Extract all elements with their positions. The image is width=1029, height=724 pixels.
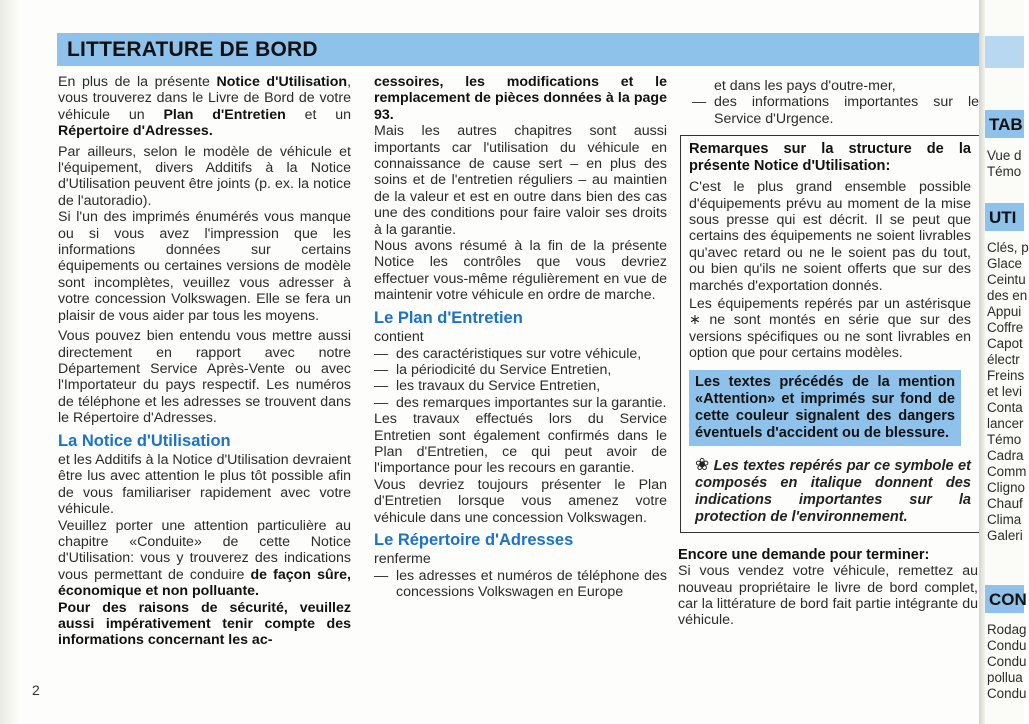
right-line: Conta <box>987 400 1023 415</box>
right-line: Coffre <box>987 320 1024 335</box>
repertoire-intro: renferme <box>374 551 431 568</box>
right-line: Glace <box>987 256 1022 271</box>
right-line: Condu <box>987 686 1027 701</box>
right-line: Ceintu <box>987 272 1026 287</box>
right-line: lancer <box>987 416 1024 431</box>
right-line: et levi <box>987 384 1022 399</box>
text-column-1 <box>58 74 351 653</box>
final-request <box>678 547 978 629</box>
text-column-3 <box>678 78 979 633</box>
right-section-bar-tab: TAB <box>985 110 1024 138</box>
page-number: 2 <box>32 682 40 698</box>
right-line: Témo <box>987 432 1022 447</box>
right-line: Appui <box>987 304 1022 319</box>
continuation-list <box>692 94 979 127</box>
list-item: — des caractéristiques sur votre véhicule, <box>374 346 667 362</box>
final-title: Encore une demande pour terminer: <box>678 546 930 563</box>
safety-paragraph: Pour des raisons de sécurité, veuillez aussi impérativement tenir compte des informations concernant les ac- <box>58 599 351 649</box>
service-contact-paragraph: Vous pouvez bien entendu vous mettre aussi directement en rapport avec notre Département Service Après-Vente ou avec l'Importateur du pays respectif. Les numéros de téléphone et les adresses se trouvent dans le Répertoire d'Adresses. <box>58 328 351 427</box>
right-line: Cadra <box>987 448 1024 463</box>
right-line: Cligno <box>987 480 1025 495</box>
right-line: Clima <box>987 512 1022 527</box>
missing-docs-paragraph: Si l'un des imprimés énumérés vous manque ou si vous avez l'impression que les informations données sur certains équipements ou certaines versions de modèle sont incomplètes, veuillez vous adresser à votre concession Volkswagen. Elle se fera un plaisir de vous aider par tous les moyens. <box>58 209 351 324</box>
conduite-paragraph: Veuillez porter une attention particulière au chapitre «Conduite» de cette Notice d'Utilisation: vous y trouverez des indications vous permettant de conduire de façon sûre, économique et non polluante. <box>58 517 351 600</box>
remarks-paragraph: C'est le plus grand ensemble possible d'équipements prévu au moment de la mise sous presse qui est décrit. Il se peut que certains des équipements ne soient livrables qu'avec retard ou ne le soient pas du tout, ou bien qu'ils ne soient offerts que sur des marchés d'exportation donnés. <box>689 179 971 294</box>
right-line: pollua <box>987 670 1023 685</box>
repertoire-list <box>374 568 667 601</box>
plan-list <box>374 346 667 412</box>
remarks-title: Remarques sur la structure de la présente Notice d'Utilisation: <box>689 141 971 175</box>
list-item: — les travaux du Service Entretien, <box>374 378 667 394</box>
environment-note: ❀ Les textes repérés par ce symbole et composés en italique donnent des indications importantes sur la protection de l'environnement. <box>695 454 971 525</box>
section-title: LITTERATURE DE BORD <box>67 38 318 61</box>
final-text: Si vous vendez votre véhicule, remettez au nouveau propriétaire le livre de bord complet, car la littérature de bord fait partie intégrante du véhicule. <box>678 563 978 629</box>
chapters-paragraph: Mais les autres chapitres sont aussi importants car l'utilisation du véhicule en connaissance de cause sert – en plus des soins et de l'entretien réguliers – au maintien de la valeur et est en outre dans bien des cas une des conditions pour faire valoir ses droits à la garantie. <box>374 123 667 238</box>
summary-paragraph: Nous avons résumé à la fin de la présente Notice les contrôles que vous devriez effectuer vous-même régulièrement en vue de maintenir votre véhicule en ordre de marche. <box>374 238 667 304</box>
notice-heading: La Notice d'Utilisation <box>58 431 231 450</box>
text-column-2 <box>374 74 667 601</box>
remarks-body <box>689 179 971 361</box>
right-section-bar-uti: UTI <box>985 203 1024 231</box>
list-item: — des remarques importantes sur la garantie. <box>374 395 667 411</box>
accessories-paragraph: cessoires, les modifications et le remplacement de pièces données à la page 93. <box>374 74 667 123</box>
attention-note: Les textes précédés de la mention «Attention» et imprimés sur fond de cette couleur signalent des dangers éventuels d'accident ou de blessure. <box>689 370 961 446</box>
plan-heading: Le Plan d'Entretien <box>374 308 523 327</box>
structure-remarks-box <box>680 135 980 532</box>
right-line: électr <box>987 352 1020 367</box>
flower-icon: ❀ <box>695 454 710 474</box>
additifs-paragraph: Par ailleurs, selon le modèle de véhicule et l'équipement, divers Additifs à la Notice d'Utilisation peuvent être joints (p. ex. la notice de l'autoradio). <box>58 143 351 209</box>
notice-paragraph: et les Additifs à la Notice d'Utilisation devraient être lus avec attention le plus tôt possible afin de vous familiariser rapidement avec votre véhicule. <box>58 451 351 518</box>
right-page-fragment <box>985 0 1029 724</box>
plan-present-paragraph: Vous devriez toujours présenter le Plan d'Entretien lorsque vous amenez votre véhicule dans une concession Volkswagen. <box>374 476 667 526</box>
right-line: Condu <box>987 638 1027 653</box>
right-line: Freins <box>987 368 1025 383</box>
right-header-bar <box>985 36 1024 68</box>
right-line: Capot <box>987 336 1023 351</box>
repertoire-heading: Le Répertoire d'Adresses <box>374 530 574 549</box>
right-line: Rodag <box>987 622 1027 637</box>
list-item: — la périodicité du Service Entretien, <box>374 362 667 378</box>
section-header-bar <box>57 33 982 66</box>
right-line: Comm <box>987 464 1027 479</box>
right-line: Témo <box>987 164 1022 179</box>
right-section-bar-con: CON <box>985 585 1024 613</box>
asterisk-paragraph: Les équipements repérés par un astérisque ∗ ne sont montés en série que sur des versions spécifiques ou ne sont livrables en option que pour certains modèles. <box>689 296 971 362</box>
list-item: — les adresses et numéros de téléphone des concessions Volkswagen en Europe <box>374 568 667 601</box>
right-line: Clés, p <box>987 240 1029 255</box>
list-item: — des informations importantes sur le Service d'Urgence. <box>692 94 979 127</box>
right-line: Condu <box>987 654 1027 669</box>
right-line: des en <box>987 288 1028 303</box>
continuation-text: et dans les pays d'outre-mer, <box>714 78 896 94</box>
right-line: Vue d <box>987 148 1022 163</box>
plan-confirm-paragraph: Les travaux effectués lors du Service Entretien sont également confirmés dans le Plan d'Entretien, ce qui peut avoir de l'importance pour les recours en garantie. <box>374 411 667 477</box>
intro-paragraph: En plus de la présente Notice d'Utilisation, vous trouverez dans le Livre de Bord de votre véhicule un Plan d'Entretien et un Répertoire d'Adresses. <box>58 74 352 140</box>
plan-intro: contient <box>374 329 424 346</box>
page-edge-shadow <box>0 0 20 724</box>
right-line: Galeri <box>987 528 1023 543</box>
right-line: Chauf <box>987 496 1023 511</box>
